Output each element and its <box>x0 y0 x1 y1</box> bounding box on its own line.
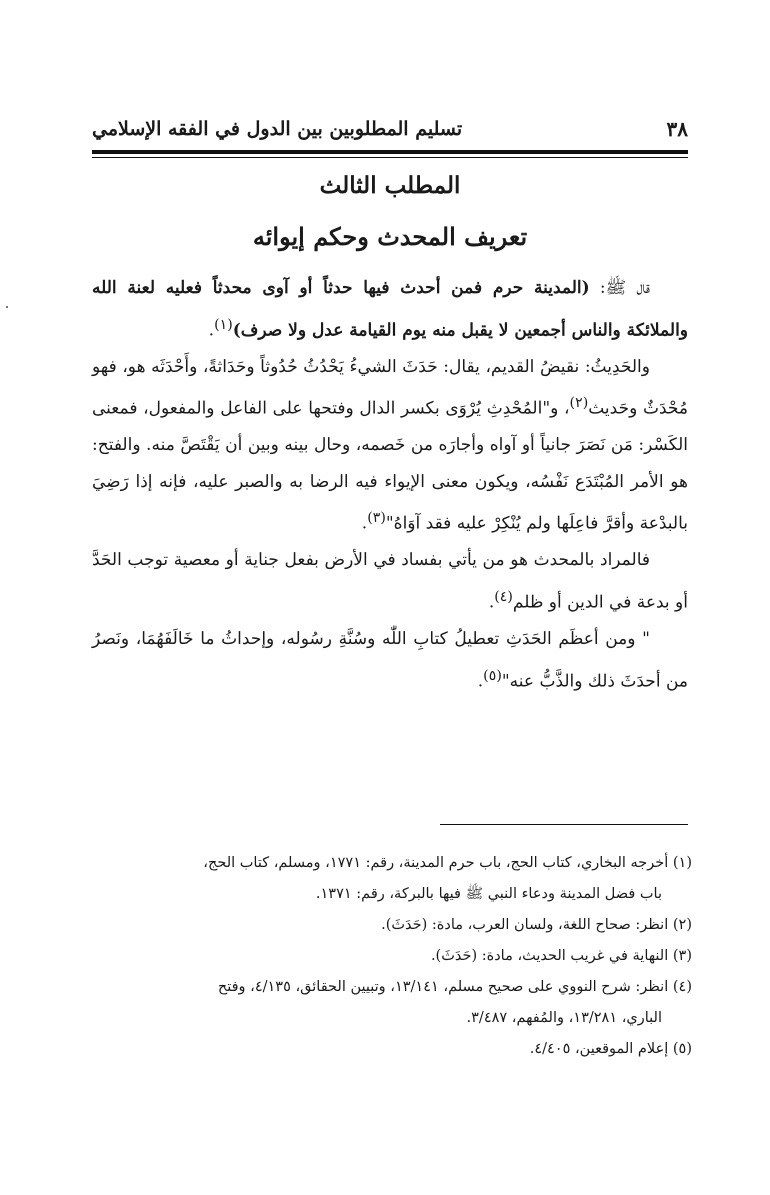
hadith-intro: قال ﷺ: <box>589 278 650 298</box>
definition-end: . <box>361 513 368 534</box>
paragraph-meaning <box>92 542 688 621</box>
footnote-number: (٥) <box>672 1041 692 1057</box>
footnotes <box>92 848 692 1065</box>
footnote-5 <box>92 1034 692 1065</box>
footnote-ref-3: (٣) <box>367 510 386 527</box>
footnote-4 <box>92 972 692 1003</box>
definition-part-a: والحَدِيثُ: نقيضُ القديم، يقال: حَدَثَ الشيءُ يَحْدُثُ حُدُوثاً وحَدَاثةً، وأَحْدَثَه هو، فهو مُحْدَثٌ وحَديث <box>92 356 688 419</box>
footnote-separator <box>440 824 688 825</box>
running-title: تسليم المطلوبين بين الدول في الفقه الإسلامي <box>92 118 463 140</box>
footnote-ref-2: (٢) <box>569 395 589 412</box>
footnote-ref-4: (٤) <box>494 588 513 605</box>
header-rule-thin <box>92 157 688 158</box>
footnote-text: أخرجه البخاري، كتاب الحج، باب حرم المدينة، رقم: ١٧٧١، ومسلم، كتاب الحج، <box>203 855 669 871</box>
footnote-1 <box>92 848 692 879</box>
paragraph-hadith <box>92 270 688 349</box>
page-number: ٣٨ <box>666 117 688 141</box>
quote-end: . <box>477 671 484 692</box>
footnote-number: (١) <box>672 855 692 871</box>
footnote-number: (٤) <box>672 979 692 995</box>
footnote-text: إعلام الموقعين، ٤/٤٠٥. <box>529 1041 669 1057</box>
meaning-text: فالمراد بالمحدث هو من يأتي بفساد في الأرض بفعل جناية أو معصية توجب الحَدَّ أو بدعة في الدين أو ظلم <box>92 550 688 613</box>
footnote-number: (٢) <box>672 917 692 933</box>
paragraph-definition <box>92 349 688 543</box>
footnote-4-continued: الباري، ١٣/٢٨١، والمُفهم، ٣/٤٨٧. <box>466 1010 662 1026</box>
footnote-number: (٣) <box>672 948 692 964</box>
paragraph-quote <box>92 621 688 700</box>
footnote-text: انظر: صحاح اللغة، ولسان العرب، مادة: (حَدَثَ). <box>381 917 669 933</box>
meaning-end: . <box>488 592 495 613</box>
footnote-ref-1: (١) <box>214 316 233 333</box>
footnote-3 <box>92 941 692 972</box>
hadith-end: . <box>208 320 215 341</box>
margin-mark <box>6 306 8 308</box>
footnote-text: انظر: شرح النووي على صحيح مسلم، ١٣/١٤١، وتبيين الحقائق، ٤/١٣٥، وفتح <box>217 979 669 995</box>
definition-part-b: ، و"المُحْدِثِ يُرْوَى بكسر الدال وفتحها على الفاعل والمفعول، فمعنى الكَسْر: مَن نَصَرَ جانياً أو آواه وأجارَه من خَصمه، وحال بينه وبين أن يَقْتَصَّ منه. والفتح: هو الأمر المُبْتَدَع نَفْسُه، ويكون معنى الإيواء فيه الرضا به والصبر عليه، فإنه إذا رَضِيَ بالبدْعة وأقرَّ فاعِلَها ولم يُنْكِرْ عليه فقد آوَاهُ" <box>92 398 688 534</box>
footnote-2 <box>92 910 692 941</box>
header-rule-thick <box>92 150 688 154</box>
page-header <box>92 112 688 146</box>
hadith-text: (المدينة حرم فمن أحدث فيها حدثاً أو آوى محدثاً فعليه لعنة الله والملائكة والناس أجمعين لا يقبل منه يوم القيامة عدل ولا صرف) <box>92 278 688 341</box>
footnote-1-continued: باب فضل المدينة ودعاء النبي ﷺ فيها بالبركة، رقم: ١٣٧١. <box>315 886 662 902</box>
footnote-text: النهاية في غريب الحديث، مادة: (حَدَثَ). <box>430 948 669 964</box>
main-text <box>92 270 688 700</box>
section-title: تعريف المحدث وحكم إيوائه <box>252 222 528 251</box>
footnote-ref-5: (٥) <box>483 667 502 684</box>
quote-text: " ومن أعظَم الحَدَثِ تعطيلُ كتابِ اللّٰه وسُنَّةِ رسُوله، وإحداثُ ما خَالَفَهُمَا، ونَصرُ من أحدَثَ ذلك والذَّبُّ عنه" <box>92 629 688 692</box>
section-label: المطلب الثالث <box>319 172 461 199</box>
